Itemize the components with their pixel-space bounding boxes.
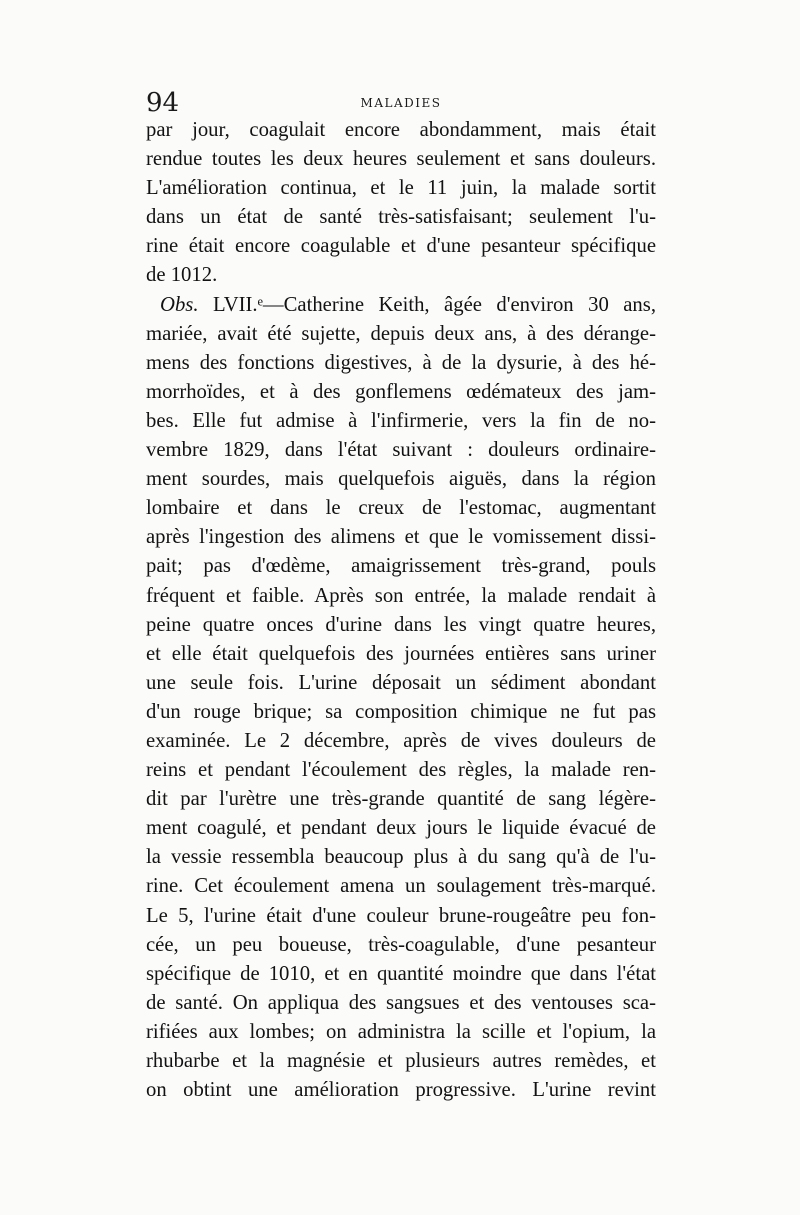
observation-heading-line [146,291,656,320]
text-line: reins et pendant l'écoulement des règles, la malade ren- [146,759,656,782]
text-line: L'amélioration continua, et le 11 juin, la malade sortit [146,177,656,200]
text-line: rifiées aux lombes; on administra la scille et l'opium, la [146,1020,656,1043]
text-line: cée, un peu boueuse, très-coagulable, d'une pesanteur [146,933,656,956]
body-text [146,116,656,1105]
text-line: rine était encore coagulable et d'une pesanteur spécifique [146,235,656,258]
text-line: on obtint une amélioration progressive. L'urine revint [146,1079,656,1102]
text-line: dans un état de santé très-satisfaisant; seulement l'u- [146,206,656,229]
text-line: vembre 1829, dans l'état suivant : douleurs ordinaire- [146,439,656,462]
text-line: spécifique de 1010, et en quantité moindre que dans l'état [146,962,656,985]
text-line: examinée. Le 2 décembre, après de vives douleurs de [146,729,656,752]
text-line: bes. Elle fut admise à l'infirmerie, vers la fin de no- [146,409,656,432]
text-line: lombaire et dans le creux de l'estomac, augmentant [146,497,656,520]
text-line: de santé. On appliqua des sangsues et des ventouses sca- [146,991,656,1014]
text-line: et elle était quelquefois des journées entières sans uriner [146,642,656,665]
text-line: fréquent et faible. Après son entrée, la malade rendait à [146,584,656,607]
text-line: de 1012. [146,264,218,287]
text-line: ment sourdes, mais quelquefois aiguës, dans la région [146,468,656,491]
text-line: rhubarbe et la magnésie et plusieurs autres remèdes, et [146,1050,656,1072]
page-header [146,86,656,120]
page-number: 94 [146,88,180,118]
text-line: une seule fois. L'urine déposait un sédiment abondant [146,671,656,694]
text-line: après l'ingestion des alimens et que le vomissement dissi- [146,526,656,549]
text-line: mariée, avait été sujette, depuis deux ans, à des dérange- [146,322,656,345]
text-line: dit par l'urètre une très-grande quantité de sang légère- [146,788,656,811]
text-line: morrhoïdes, et à des gonflemens œdémateux des jam- [146,380,656,403]
text-line: rine. Cet écoulement amena un soulagement très-marqué. [146,875,656,898]
text-line: mens des fonctions digestives, à de la dysurie, à des hé- [146,351,656,374]
text-line: par jour, coagulait encore abondamment, mais était [146,119,656,141]
running-head: MALADIES [360,96,442,110]
text-line: Le 5, l'urine était d'une couleur brune-rougeâtre peu fon- [146,904,656,927]
text-line: LVII.ᵉ—Catherine Keith, âgée d'environ 30 ans, [212,293,656,316]
text-line: rendue toutes les deux heures seulement et sans douleurs. [146,148,656,171]
text-line: d'un rouge brique; sa composition chimique ne fut pas [146,700,656,723]
text-line: pait; pas d'œdème, amaigrissement très-grand, pouls [146,555,656,578]
text-line: peine quatre onces d'urine dans les vingt quatre heures, [146,613,656,636]
text-line: ment coagulé, et pendant deux jours le liquide évacué de [146,817,656,840]
text-line: la vessie ressembla beaucoup plus à du sang qu'à de l'u- [146,846,656,869]
observation-label: Obs. [160,293,199,316]
